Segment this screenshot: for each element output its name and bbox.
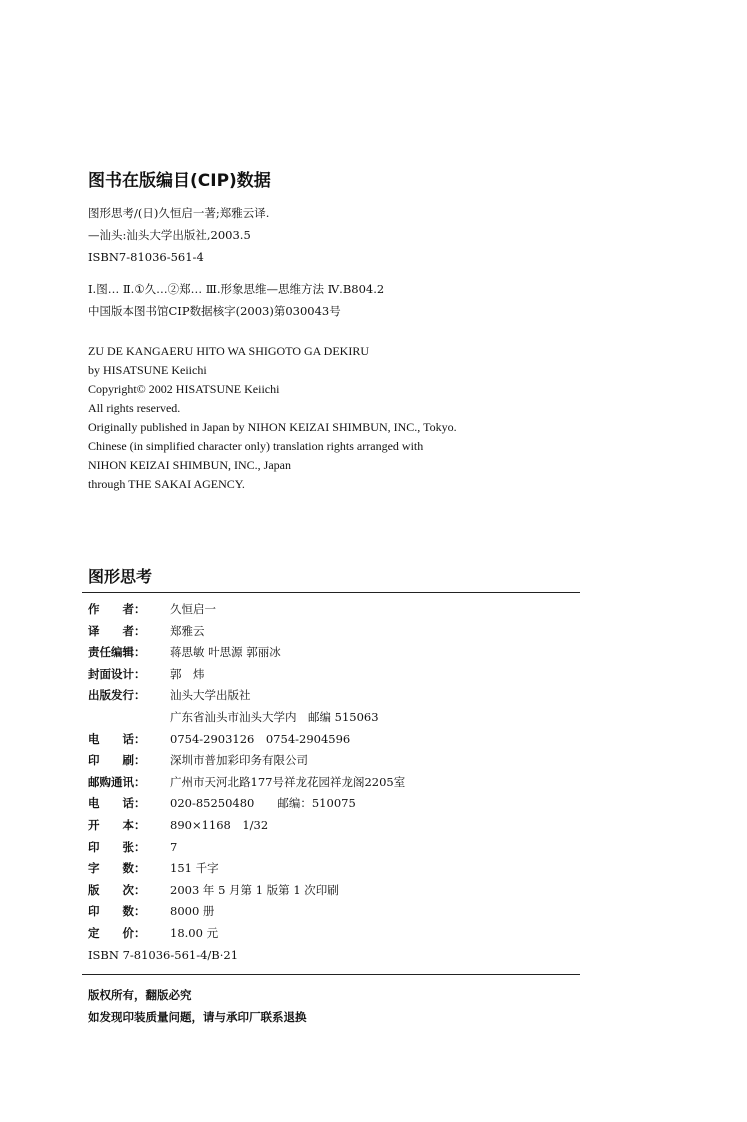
cip-title: 图书在版编目(CIP)数据 [88, 171, 271, 191]
detail-label: 定 价： [88, 925, 146, 940]
detail-value: 久恒启一 [170, 602, 216, 616]
detail-label: 印 数： [88, 904, 146, 919]
detail-value: 郑雅云 [170, 623, 205, 638]
detail-label: 责任编辑： [88, 645, 146, 660]
detail-row [88, 664, 405, 686]
cip-line: ISBN7-81036-561-4 [88, 250, 204, 264]
english-line: through THE SAKAI AGENCY. [88, 477, 245, 491]
english-line: Originally published in Japan by NIHON KEIZAI SHIMBUN, INC., Tokyo. [88, 420, 457, 434]
detail-label: 印 张： [88, 839, 146, 854]
english-line: NIHON KEIZAI SHIMBUN, INC., Japan [88, 458, 291, 472]
english-line: Chinese (in simplified character only) translation rights arranged with [88, 439, 424, 453]
detail-value: 广州市天河北路177号祥龙花园祥龙阁2205室 [170, 774, 406, 789]
publication-details [88, 599, 405, 966]
detail-row [88, 837, 405, 859]
detail-row [88, 750, 405, 772]
detail-row [88, 685, 405, 707]
english-line: ZU DE KANGAERU HITO WA SHIGOTO GA DEKIRU [88, 344, 369, 358]
divider [82, 974, 580, 975]
detail-label: 印 刷： [88, 753, 146, 768]
cip-line: 图形思考/(日)久恒启一著;郑雅云译. [88, 206, 270, 220]
detail-label [88, 707, 170, 729]
cip-class-line: 中国版本图书馆CIP数据核字(2003)第030043号 [88, 304, 341, 318]
detail-value: 2003 年 5 月第 1 版第 1 次印刷 [170, 882, 339, 897]
detail-row [88, 599, 405, 621]
detail-row [88, 923, 405, 945]
english-rights-block [88, 342, 457, 494]
english-line: by HISATSUNE Keiichi [88, 363, 207, 377]
detail-value: 151 千字 [170, 861, 219, 876]
detail-value: 深圳市普加彩印务有限公司 [170, 753, 308, 768]
divider [82, 592, 580, 593]
isbn-full: ISBN 7-81036-561-4/B·21 [88, 947, 239, 962]
detail-value: 汕头大学出版社 [170, 688, 251, 703]
detail-value: 蒋思敏 叶思源 郭丽冰 [170, 645, 281, 660]
detail-value: 020-85250480 邮编：510075 [170, 796, 356, 811]
detail-row [88, 901, 405, 923]
detail-label: 电 话： [88, 731, 146, 746]
detail-value: 郭 炜 [170, 666, 205, 681]
cip-classification [88, 278, 384, 322]
english-line: Copyright© 2002 HISATSUNE Keiichi [88, 382, 280, 396]
detail-value: 18.00 元 [170, 925, 219, 940]
detail-label: 字 数： [88, 861, 146, 876]
detail-value: 0754-2903126 0754-2904596 [170, 731, 351, 746]
detail-row [88, 621, 405, 643]
detail-row [88, 642, 405, 664]
detail-row [88, 793, 405, 815]
detail-row [88, 815, 405, 837]
return-notice: 如发现印装质量问题，请与承印厂联系退换 [88, 1010, 307, 1024]
cip-class-line: Ⅰ.图… Ⅱ.①久…②郑… Ⅲ.形象思维—思维方法 Ⅳ.B804.2 [88, 282, 385, 296]
detail-label: 邮购通讯： [88, 774, 146, 789]
detail-row [88, 707, 405, 729]
detail-value: 广东省汕头市汕头大学内 邮编 515063 [170, 709, 379, 724]
detail-value: 8000 册 [170, 904, 215, 919]
detail-label: 出版发行： [88, 688, 146, 703]
detail-label: 封面设计： [88, 666, 146, 681]
book-title: 图形思考 [88, 567, 153, 586]
detail-label: 电 话： [88, 796, 146, 811]
detail-label: 译 者： [88, 623, 146, 638]
detail-label: 版 次： [88, 882, 146, 897]
detail-row [88, 880, 405, 902]
footer-notice [88, 984, 307, 1028]
detail-row [88, 772, 405, 794]
detail-row [88, 858, 405, 880]
detail-label: 作 者： [88, 602, 146, 616]
detail-label: 开 本： [88, 817, 146, 832]
detail-value: 7 [170, 839, 178, 854]
cip-block [88, 202, 269, 268]
cip-line: —汕头:汕头大学出版社,2003.5 [88, 228, 251, 242]
copyright-notice: 版权所有，翻版必究 [88, 988, 192, 1002]
detail-row [88, 729, 405, 751]
english-line: All rights reserved. [88, 401, 181, 415]
detail-value: 890×1168 1/32 [170, 817, 269, 832]
